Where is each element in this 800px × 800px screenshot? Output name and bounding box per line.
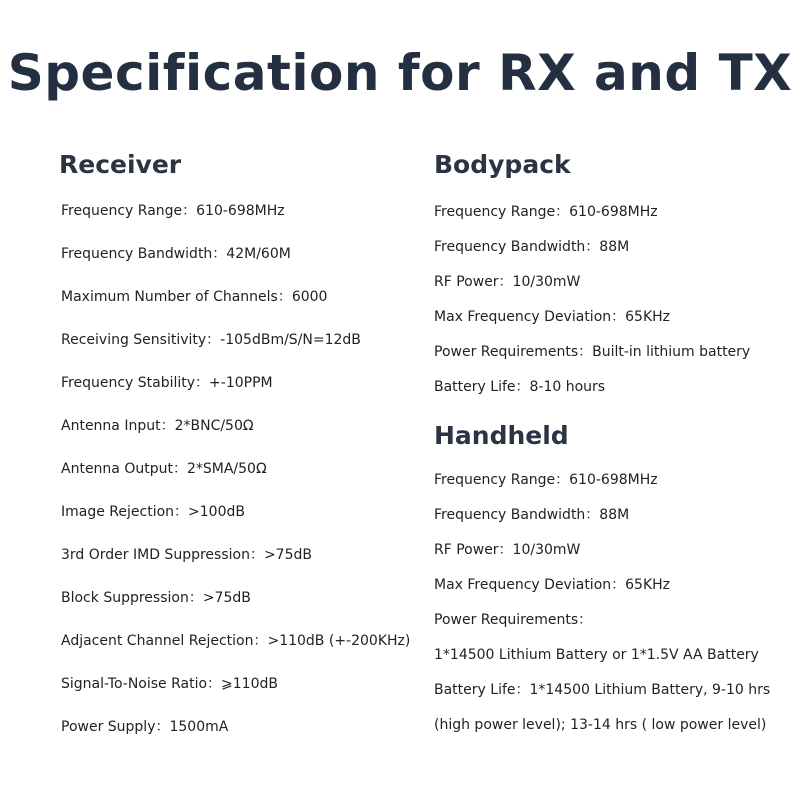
receiver-spec-line: Antenna Input：2*BNC/50Ω (61, 418, 254, 434)
handheld-spec-list (434, 470, 770, 750)
bodypack-heading: Bodypack (434, 150, 571, 179)
receiver-heading: Receiver (59, 150, 182, 179)
receiver-spec-line: 3rd Order IMD Suppression：>75dB (61, 547, 312, 563)
bodypack-spec-line: Frequency Range：610-698MHz (434, 204, 658, 220)
receiver-spec-line: Adjacent Channel Rejection：>110dB (+-200KHz) (61, 633, 411, 649)
bodypack-spec-list (434, 202, 750, 412)
bodypack-spec-line: Frequency Bandwidth：88M (434, 239, 630, 255)
receiver-spec-line: Image Rejection：>100dB (61, 504, 245, 520)
bodypack-spec-line: Power Requirements：Built-in lithium battery (434, 344, 751, 360)
receiver-spec-line: Maximum Number of Channels：6000 (61, 289, 328, 305)
bodypack-spec-line: RF Power：10/30mW (434, 274, 581, 290)
handheld-spec-line: Frequency Bandwidth：88M (434, 507, 630, 523)
page-title: Specification for RX and TX (7, 44, 793, 102)
bodypack-spec-line: Max Frequency Deviation：65KHz (434, 309, 671, 325)
receiver-spec-line: Receiving Sensitivity：-105dBm/S/N=12dB (61, 332, 361, 348)
receiver-spec-list (61, 201, 410, 760)
receiver-spec-line: Block Suppression：>75dB (61, 590, 251, 606)
handheld-spec-line: Battery Life：1*14500 Lithium Battery, 9-10 hrs (434, 682, 771, 698)
handheld-heading: Handheld (434, 421, 569, 450)
receiver-spec-line: Frequency Bandwidth：42M/60M (61, 246, 291, 262)
handheld-spec-line: Max Frequency Deviation：65KHz (434, 577, 671, 593)
bodypack-spec-line: Battery Life：8-10 hours (434, 379, 606, 395)
receiver-spec-line: Frequency Range：610-698MHz (61, 203, 285, 219)
receiver-spec-line: Power Supply：1500mA (61, 719, 229, 735)
handheld-spec-line: Power Requirements： (434, 612, 593, 628)
handheld-spec-line: Frequency Range：610-698MHz (434, 472, 658, 488)
handheld-spec-line: RF Power：10/30mW (434, 542, 581, 558)
receiver-spec-line: Signal-To-Noise Ratio：⩾110dB (61, 676, 278, 692)
receiver-spec-line: Antenna Output：2*SMA/50Ω (61, 461, 267, 477)
handheld-spec-line: (high power level); 13-14 hrs ( low power level) (434, 717, 767, 733)
handheld-spec-line: 1*14500 Lithium Battery or 1*1.5V AA Battery (434, 647, 759, 663)
receiver-spec-line: Frequency Stability：+-10PPM (61, 375, 273, 391)
